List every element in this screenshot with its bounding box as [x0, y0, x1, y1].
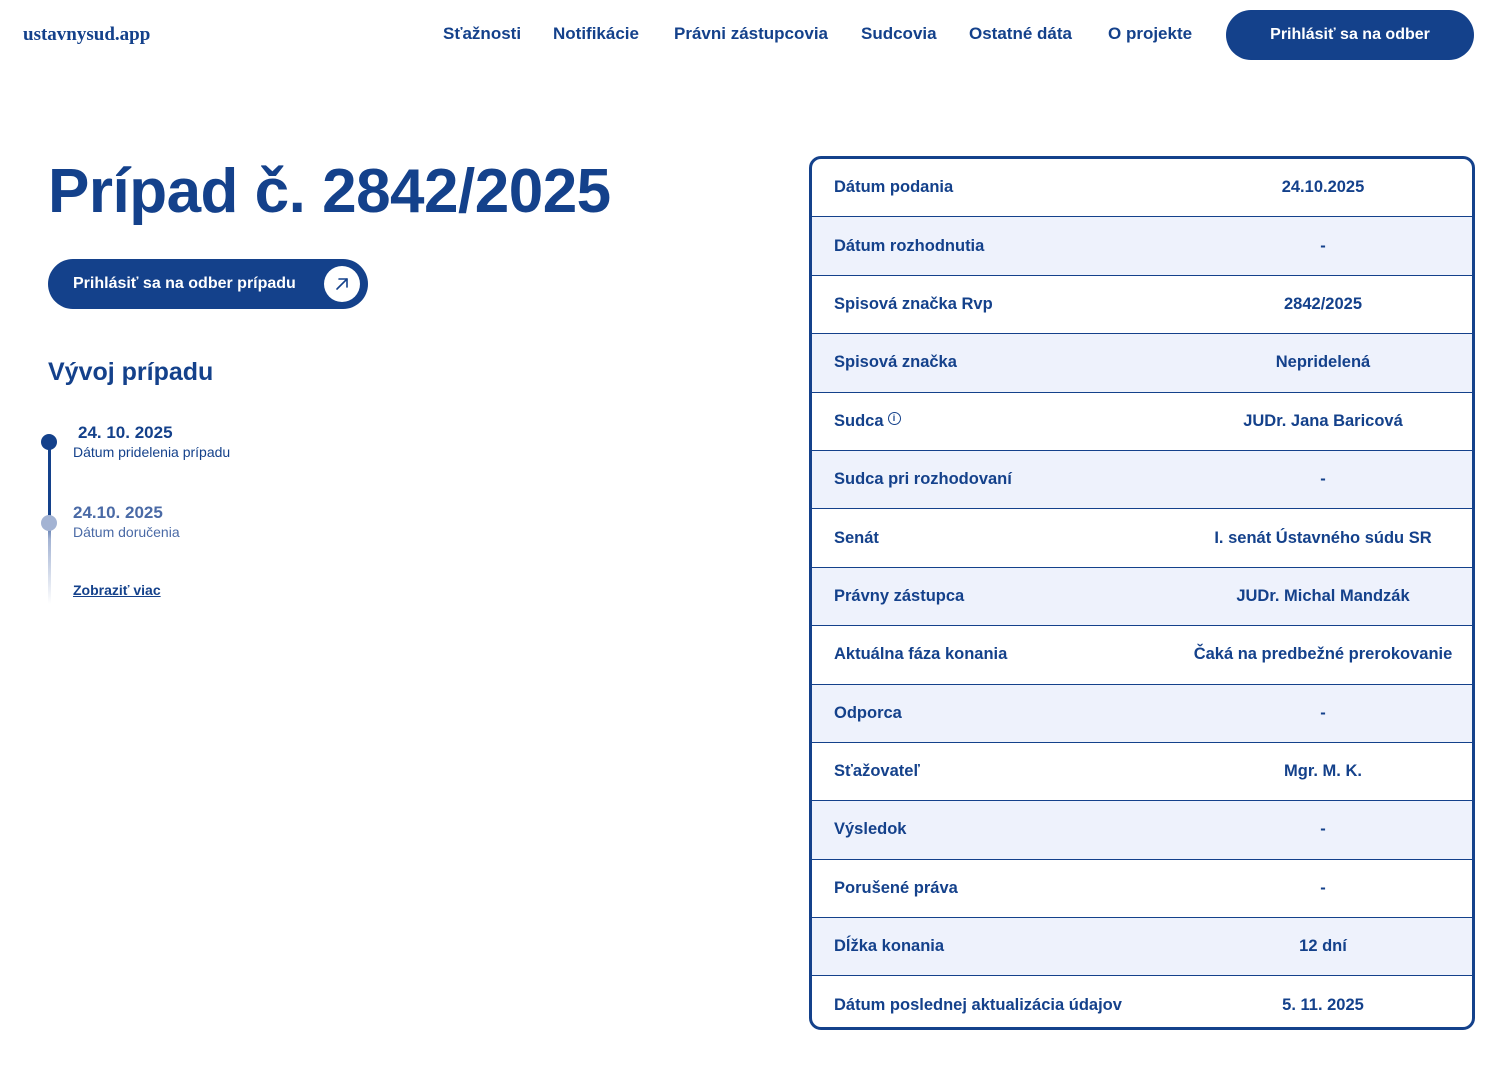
row-key: Spisová značka Rvp — [834, 294, 993, 313]
row-key: Senát — [834, 528, 879, 547]
table-row — [812, 626, 1472, 684]
row-key-judge — [834, 412, 901, 431]
row-value: - — [1320, 470, 1326, 489]
row-value: JUDr. Michal Mandzák — [1236, 586, 1410, 605]
table-row — [812, 159, 1472, 217]
table-row — [812, 393, 1472, 451]
table-row — [812, 509, 1472, 567]
table-row — [812, 743, 1472, 801]
timeline-date: 24. 10. 2025 — [78, 423, 173, 442]
nav-link-notifikacie[interactable]: Notifikácie — [553, 24, 639, 43]
nav-link-ostatne-data[interactable]: Ostatné dáta — [969, 24, 1072, 43]
row-value: Mgr. M. K. — [1284, 762, 1362, 781]
row-key: Aktuálna fáza konania — [834, 645, 1008, 664]
row-key: Právny zástupca — [834, 586, 965, 605]
table-row — [812, 334, 1472, 392]
subscribe-button[interactable]: Prihlásiť sa na odber — [1226, 10, 1474, 60]
row-key: Výsledok — [834, 820, 907, 839]
table-row — [812, 568, 1472, 626]
table-row — [812, 276, 1472, 334]
table-row — [812, 685, 1472, 743]
nav-link-staznosti[interactable]: Sťažnosti — [443, 24, 522, 43]
row-key: Dátum poslednej aktualizácia údajov — [834, 996, 1122, 1015]
row-key: Dátum podania — [834, 178, 954, 197]
row-value: JUDr. Jana Baricová — [1243, 411, 1403, 430]
table-row — [812, 976, 1472, 1030]
subscribe-case-label: Prihlásiť sa na odber prípadu — [73, 275, 296, 292]
case-details-table — [809, 156, 1475, 1030]
row-key: Spisová značka — [834, 353, 957, 372]
row-key: Dátum rozhodnutia — [834, 236, 985, 255]
nav-link-sudcovia[interactable]: Sudcovia — [861, 24, 937, 43]
row-value: - — [1320, 878, 1326, 897]
table-row — [812, 451, 1472, 509]
row-value: - — [1320, 703, 1326, 722]
show-more-link[interactable]: Zobraziť viac — [73, 582, 161, 598]
row-key: Sťažovateľ — [834, 762, 920, 781]
timeline-label: Dátum pridelenia prípadu — [73, 444, 231, 460]
row-value: 24.10.2025 — [1281, 178, 1365, 197]
row-value: Čaká na predbežné prerokovanie — [1193, 645, 1453, 664]
row-key: Sudca pri rozhodovaní — [834, 470, 1012, 489]
timeline-title: Vývoj prípadu — [48, 358, 214, 386]
arrow-up-right-icon — [324, 266, 360, 302]
timeline-dot-active — [41, 434, 57, 450]
row-value: 2842/2025 — [1284, 294, 1362, 313]
site-header — [0, 0, 1496, 70]
nav-link-o-projekte[interactable]: O projekte — [1108, 24, 1193, 43]
row-value: Nepridelená — [1275, 353, 1371, 372]
row-value: - — [1320, 820, 1326, 839]
row-key: Odporca — [834, 703, 902, 722]
row-value: 12 dní — [1299, 937, 1347, 956]
nav-link-pravni-zastupcovia[interactable]: Právni zástupcovia — [674, 24, 829, 43]
site-logo[interactable]: ustavnysud.app — [23, 24, 151, 45]
subscribe-case-button[interactable] — [48, 259, 368, 309]
table-row — [812, 801, 1472, 859]
table-row — [812, 860, 1472, 918]
page-title: Prípad č. 2842/2025 — [48, 157, 611, 226]
row-key: Sudca — [834, 411, 884, 430]
row-value: - — [1320, 236, 1326, 255]
table-row — [812, 217, 1472, 275]
row-key: Dĺžka konania — [834, 937, 945, 956]
timeline-date: 24.10. 2025 — [73, 503, 163, 522]
row-value: 5. 11. 2025 — [1282, 996, 1364, 1015]
row-value: I. senát Ústavného súdu SR — [1214, 528, 1432, 547]
table-row — [812, 918, 1472, 976]
timeline-label: Dátum doručenia — [73, 524, 180, 540]
timeline-dot-muted — [41, 515, 57, 531]
info-icon[interactable]: i — [888, 412, 901, 425]
row-key: Porušené práva — [834, 878, 958, 897]
